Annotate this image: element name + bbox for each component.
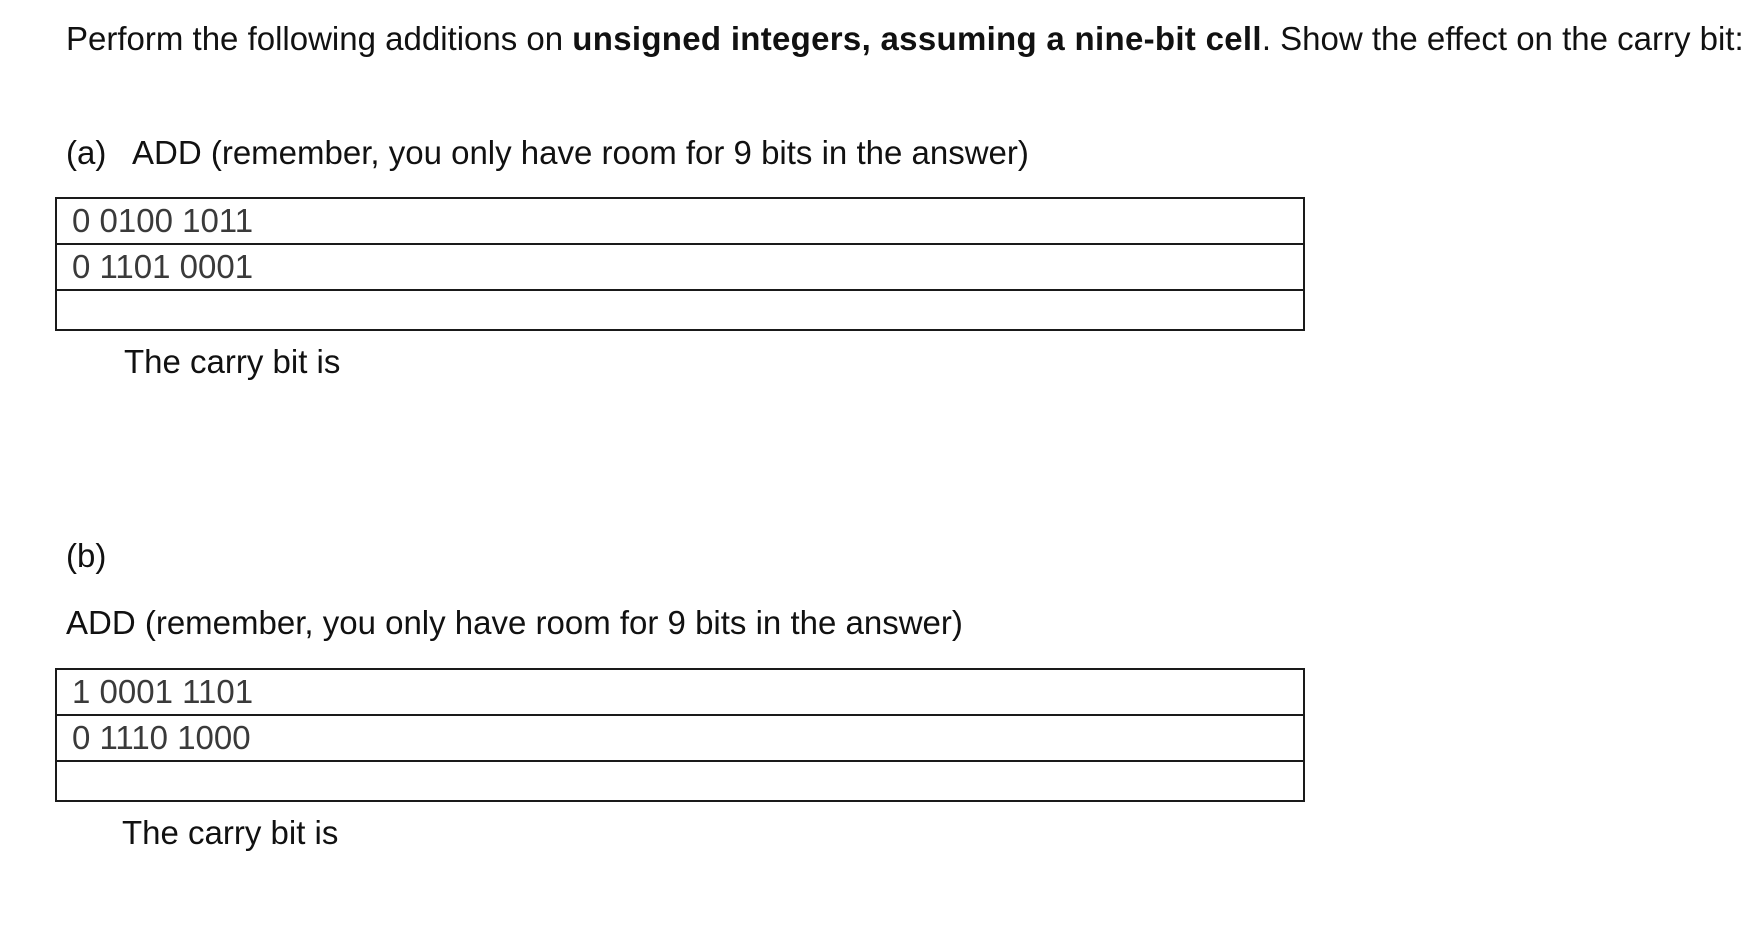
part-a-operand-2: 0 1101 0001 — [56, 244, 1304, 290]
part-b-operand-2: 0 1110 1000 — [56, 715, 1304, 761]
part-b-instruction: ADD (remember, you only have room for 9 bits in the answer) — [66, 604, 963, 641]
table-row — [56, 761, 1304, 801]
part-b-addition-table — [55, 668, 1305, 802]
intro-text-start: Perform the following additions on — [66, 20, 573, 57]
table-row — [56, 198, 1304, 244]
part-a-label: (a) — [66, 134, 107, 171]
table-row — [56, 669, 1304, 715]
intro-paragraph — [66, 16, 1744, 62]
part-a-heading — [66, 130, 1029, 176]
part-b-result-cell[interactable] — [56, 761, 1304, 801]
part-b-operand-1: 1 0001 1101 — [56, 669, 1304, 715]
table-row — [56, 715, 1304, 761]
intro-text-end: . Show the effect on the carry bit: — [1261, 20, 1744, 57]
part-a-addition-table — [55, 197, 1305, 331]
part-b-carry-label: The carry bit is — [122, 814, 339, 851]
table-row — [56, 290, 1304, 330]
part-a-instruction: ADD (remember, you only have room for 9 bits in the answer) — [132, 134, 1029, 171]
part-a-operand-1: 0 0100 1011 — [56, 198, 1304, 244]
part-b-label: (b) — [66, 537, 107, 574]
intro-bold-text: unsigned integers, assuming a nine-bit cell — [572, 20, 1262, 57]
table-row — [56, 244, 1304, 290]
part-a-result-cell[interactable] — [56, 290, 1304, 330]
part-a-carry-label: The carry bit is — [124, 343, 341, 380]
